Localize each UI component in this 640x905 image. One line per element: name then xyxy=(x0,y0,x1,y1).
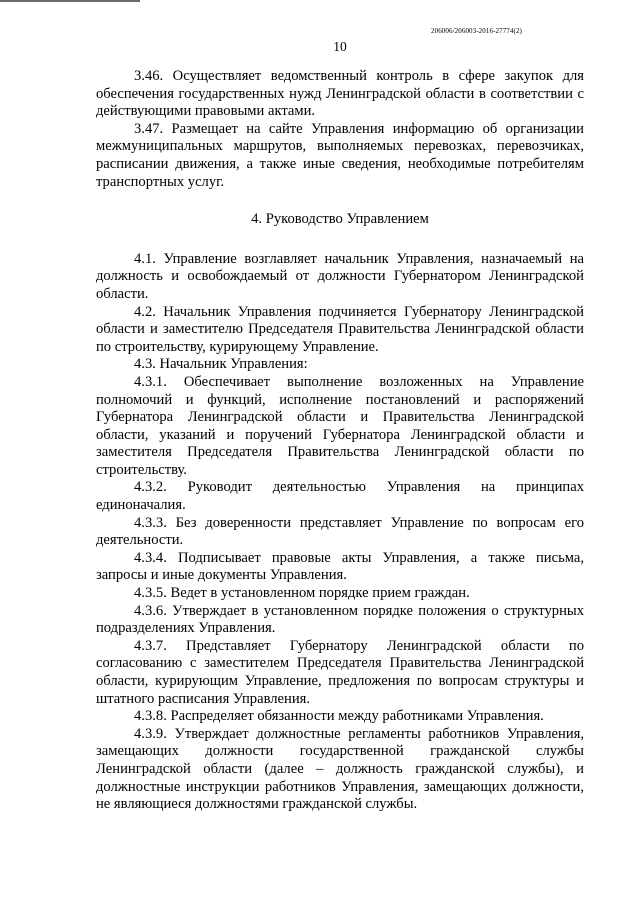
paragraph-4-3-9: 4.3.9. Утверждает должностные регламенты работников Управления, замещающих должности государственной гражданской службы Ленинградской области (далее – должность гражданской службы), и должностные инструкции работников Управления, замещающих должности, не являющиеся должностями гражданской службы. xyxy=(96,725,584,813)
paragraph-4-3-8: 4.3.8. Распределяет обязанности между работниками Управления. xyxy=(134,708,544,725)
paragraph-4-3-3: 4.3.3. Без доверенности представляет Управление по вопросам его деятельности. xyxy=(96,514,584,549)
document-body xyxy=(96,68,584,814)
section-heading: 4. Руководство Управлением xyxy=(251,211,429,228)
paragraph-4-3-4: 4.3.4. Подписывает правовые акты Управления, а также письма, запросы и иные документы Управления. xyxy=(96,549,584,584)
page-number: 10 xyxy=(333,39,347,54)
paragraph-4-1: 4.1. Управление возглавляет начальник Управления, назначаемый на должность и освобождаемый от должности Губернатором Ленинградской области. xyxy=(96,250,584,302)
paragraph-4-3-2: 4.3.2. Руководит деятельностью Управления на принципах единоначалия. xyxy=(96,479,584,514)
paragraph-3-47: 3.47. Размещает на сайте Управления информацию об организации межмуниципальных маршрутов, выполняемых перевозках, перевозчиках, расписании движения, а также иные сведения, необходимые потребителям транспортных услуг. xyxy=(96,120,584,190)
paragraph-4-2: 4.2. Начальник Управления подчиняется Губернатору Ленинградской области и заместителю Председателя Правительства Ленинградской области по строительству, курирующему Управление. xyxy=(96,303,584,355)
scan-edge-line xyxy=(0,0,140,2)
paragraph-4-3-7: 4.3.7. Представляет Губернатору Ленинградской области по согласованию с заместителем Председателя Правительства Ленинградской области, курирующим Управление, предложения по вопросам структуры и штатного расписания Управления. xyxy=(96,637,584,707)
paragraph-4-3-1: 4.3.1. Обеспечивает выполнение возложенных на Управление полномочий и функций, исполнение постановлений и распоряжений Губернатора Ленинградской области и Правительства Ленинградской области, указаний и поручений Губернатора Ленинградской области и заместителя Председателя Правительства Ленинградской области по строительству. xyxy=(96,373,584,478)
paragraph-4-3: 4.3. Начальник Управления: xyxy=(134,356,308,373)
document-number: 206006/206003-2016-27774(2) xyxy=(431,27,522,35)
paragraph-4-3-6: 4.3.6. Утверждает в установленном порядке положения о структурных подразделениях Управления. xyxy=(96,602,584,637)
paragraph-4-3-5: 4.3.5. Ведет в установленном порядке прием граждан. xyxy=(134,585,470,602)
paragraph-3-46: 3.46. Осуществляет ведомственный контроль в сфере закупок для обеспечения государственных нужд Ленинградской области в соответствии с действующими правовыми актами. xyxy=(96,68,584,120)
